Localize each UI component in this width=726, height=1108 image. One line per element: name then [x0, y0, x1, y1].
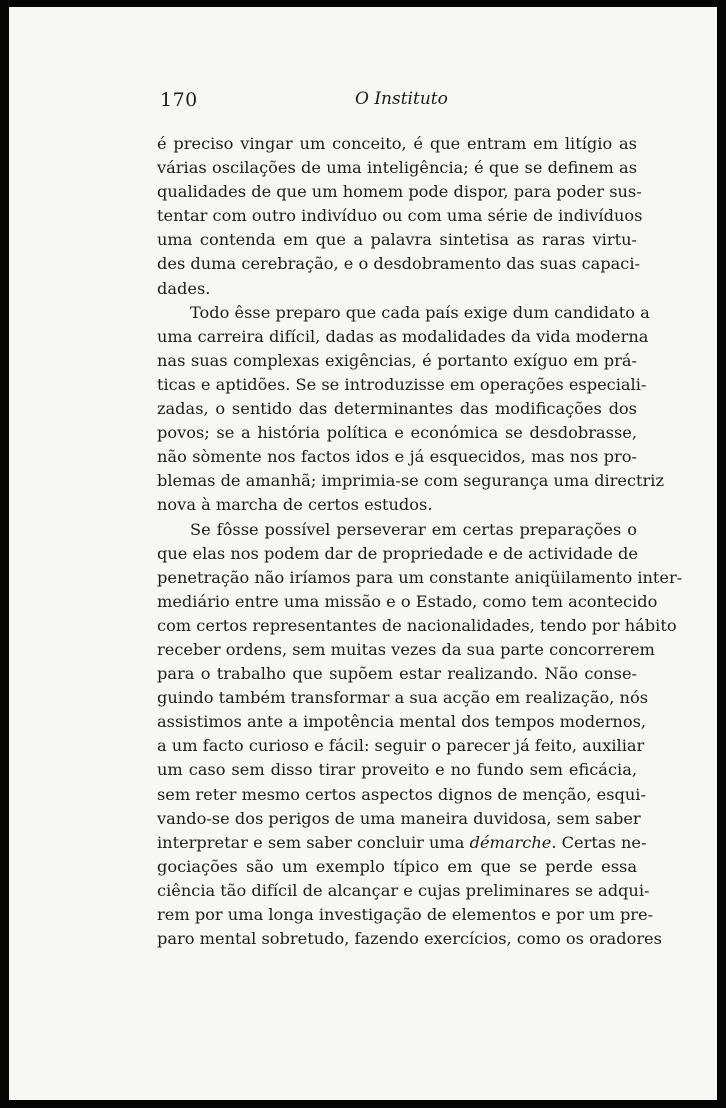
text-line-with-italic: [157, 831, 647, 855]
text-line: qualidades de que um homem pode dispor, para poder sus-: [157, 182, 642, 202]
text-line: uma contenda em que a palavra sintetisa as raras virtu-: [157, 230, 637, 250]
text-fragment: interpretar e sem saber concluir uma: [157, 832, 470, 852]
text-line: zadas, o sentido das determinantes das modificações dos: [157, 399, 637, 419]
text-line: um caso sem disso tirar proveito e no fundo sem eficácia,: [157, 760, 637, 780]
text-line: ciência tão difícil de alcançar e cujas preliminares se adqui-: [157, 880, 650, 900]
text-line: gociações são um exemplo típico em que se perde essa: [157, 856, 637, 876]
paragraph-2: [157, 301, 664, 518]
text-line: Todo êsse preparo que cada país exige dum candidato a: [190, 302, 650, 322]
text-line: paro mental sobretudo, fazendo exercícios, como os oradores: [157, 929, 662, 949]
page-header: [157, 89, 637, 117]
text-line: assistimos ante a impotência mental dos tempos modernos,: [157, 712, 647, 732]
body-text: [157, 132, 683, 951]
text-line: a um facto curioso e fácil: seguir o parecer já feito, auxiliar: [157, 736, 645, 756]
text-line: uma carreira difícil, dadas as modalidades da vida moderna: [157, 326, 649, 346]
page-number: 170: [160, 89, 198, 111]
text-line: sem reter mesmo certos aspectos dignos de menção, esqui-: [157, 784, 646, 804]
text-line: blemas de amanhã; imprimia-se com segurança uma directriz: [157, 471, 664, 491]
text-line: dades.: [157, 278, 211, 298]
running-title: O Instituto: [355, 89, 448, 109]
text-line: rem por uma longa investigação de elementos e por um pre-: [157, 905, 654, 924]
text-line: des duma cerebração, e o desdobramento das suas capaci-: [157, 254, 641, 274]
text-line: nas suas complexas exigências, é portanto exíguo em prá-: [157, 350, 637, 370]
text-line: nova à marcha de certos estudos.: [157, 495, 433, 515]
text-line: que elas nos podem dar de propriedade e de actividade de: [157, 543, 638, 563]
text-line: tentar com outro indivíduo ou com uma série de indivíduos: [157, 206, 643, 226]
text-line: com certos representantes de nacionalidades, tendo por hábito: [157, 615, 677, 635]
text-line: receber ordens, sem muitas vezes da sua parte concorrerem: [157, 639, 655, 659]
text-line: povos; se a história política e económica se desdobrasse,: [157, 423, 637, 443]
paragraph-3: [157, 518, 683, 952]
text-line: não sòmente nos factos idos e já esquecidos, mas nos pro-: [157, 447, 637, 467]
text-line: Se fôsse possível perseverar em certas preparações o: [190, 519, 637, 539]
text-line: guindo também transformar a sua acção em realização, nós: [157, 688, 649, 708]
text-line: ticas e aptidões. Se se introduzisse em operações especiali-: [157, 374, 647, 394]
text-line: para o trabalho que supõem estar realizando. Não conse-: [157, 664, 637, 684]
text-fragment: . Certas ne-: [551, 832, 647, 852]
italic-term: démarche: [469, 832, 552, 852]
book-page: [157, 89, 683, 951]
text-line: é preciso vingar um conceito, é que entram em litígio as: [157, 134, 637, 153]
text-line: vando-se dos perigos de uma maneira duvidosa, sem saber: [157, 808, 641, 828]
text-line: penetração não iríamos para um constante aniqüilamento inter-: [157, 567, 683, 587]
text-line: várias oscilações de uma inteligência; é que se definem as: [157, 158, 637, 178]
text-line: mediário entre uma missão e o Estado, como tem acontecido: [157, 591, 658, 611]
paragraph-1: [157, 132, 643, 301]
